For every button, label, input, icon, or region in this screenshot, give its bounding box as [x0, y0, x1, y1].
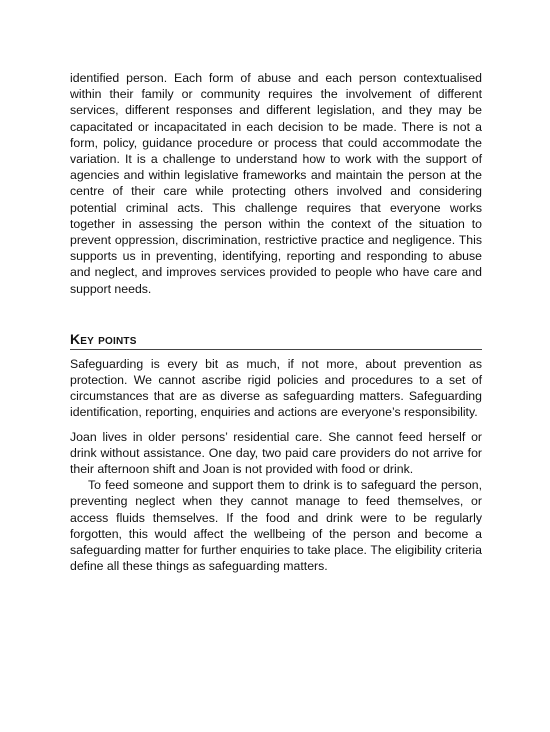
page-content — [70, 70, 482, 574]
section-heading: Key points — [70, 331, 482, 350]
intro-paragraph: identified person. Each form of abuse and each person contextualised within their family or community requires the involvement of different services, different responses and different legislation, and they may be capacitated or incapacitated in each decision to be made. There is not a form, policy, guidance procedure or process that could accommodate the variation. It is a challenge to understand how to work with the support of agencies and within legislative frameworks and maintain the person at the centre of their care while protecting others involved and considering potential criminal acts. This challenge requires that everyone works together in assessing the person within the context of the situation to prevent oppression, discrimination, restrictive practice and negligence. This supports us in preventing, identifying, reporting and responding to abuse and neglect, and improves services provided to people who have care and support needs. — [70, 71, 482, 296]
key-points-section — [70, 331, 482, 575]
paragraph-feeding: To feed someone and support them to drink is to safeguard the person, preventing neglect when they cannot manage to feed themselves, or access fluids themselves. If the food and drink were to be regularly forgotten, this would affect the wellbeing of the person and become a safeguarding matter for further enquiries to take place. The eligibility criteria define all these things as safeguarding matters. — [70, 478, 482, 574]
paragraph-joan-example: Joan lives in older persons’ residential care. She cannot feed herself or drink without assistance. One day, two paid care providers do not arrive for their afternoon shift and Joan is not provided with food or drink. — [70, 429, 482, 477]
paragraph-safeguarding: Safeguarding is every bit as much, if not more, about prevention as protection. We cannot ascribe rigid policies and procedures to a set of circumstances that are as diverse as safeguarding matters. Safeguarding identification, reporting, enquiries and actions are everyone’s responsibility. — [70, 356, 482, 420]
